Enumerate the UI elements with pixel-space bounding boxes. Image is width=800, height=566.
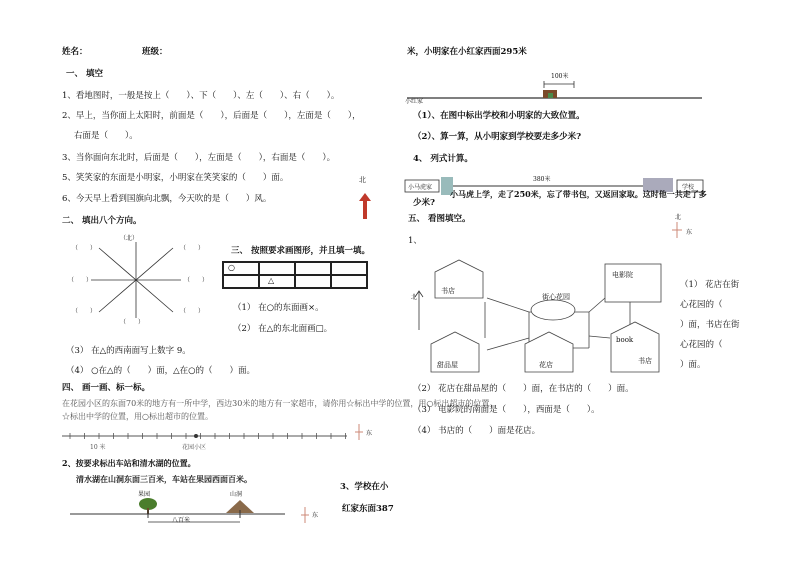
part1-q2b: 右面是（ ）。 xyxy=(74,131,138,141)
part4b-title: 4、 列式计算。 xyxy=(413,154,473,164)
garden-community-label: 花园小区 xyxy=(182,444,207,451)
compass-blank-ne: （ ） xyxy=(180,245,205,252)
cave-label: 山洞 xyxy=(230,491,243,498)
part3-q3: （3） 在△的西南面写上数字 9。 xyxy=(66,346,191,356)
compass-blank-e: （ ） xyxy=(184,277,209,284)
part4-title: 四、 画一画、标一标。 xyxy=(62,383,150,393)
part1-q5: 5、笑笑家的东面是小明家，小明家在笑笑家的（ ）面。 xyxy=(62,173,289,183)
north-arrow-icon xyxy=(414,290,424,330)
part5-title: 五、 看图填空。 xyxy=(408,214,471,224)
grid-cell xyxy=(223,275,259,288)
east-label: 东 xyxy=(686,229,693,236)
part5-q3: （3） 电影院的南面是（ ），西面是（ ）。 xyxy=(413,405,600,415)
east-label: 东 xyxy=(312,512,319,519)
bookstore-label: 书店 xyxy=(441,287,455,295)
compass-blank-se: （ ） xyxy=(180,308,205,315)
bookstore2-label: 书店 xyxy=(638,357,652,365)
part1-q2: 2、早上，当你面上太阳时，前面是（ ），后面是（ ），左面是（ ）， xyxy=(62,111,361,121)
part3-q4: （4） ○在△的（ ）面，△在○的（ ）面。 xyxy=(66,366,256,376)
xiaohong-line xyxy=(407,80,707,100)
part5-side-5: ）面。 xyxy=(680,360,706,370)
part5-sub: 1、 xyxy=(408,236,422,246)
right-q1: （1）、在图中标出学校和小明家的大致位置。 xyxy=(413,111,585,121)
part5-side-3: ）面，书店在街 xyxy=(680,320,740,330)
distance-380-label: 380米 xyxy=(533,176,551,183)
number-line xyxy=(62,429,352,443)
compass-blank-nw: （ ） xyxy=(72,245,97,252)
part4-q2: 2、按要求标出车站和清水湖的位置。 xyxy=(62,458,196,468)
part1-q6: 6、今天早上看到国旗向北飘，今天吹的是（ ）风。 xyxy=(62,194,272,204)
compass-blank-s: （ ） xyxy=(120,319,145,326)
grid-cell xyxy=(295,262,331,275)
orchard-label: 果园 xyxy=(138,491,151,498)
part4-q1-line2: ☆标出中学的位置，用○标出超市的位置。 xyxy=(62,412,213,421)
grid-cell: ○ xyxy=(223,262,259,275)
north-label: 北 xyxy=(675,214,682,221)
part3-q1: （1） 在○的东面画×。 xyxy=(233,303,324,313)
part2-title: 二、 填出八个方向。 xyxy=(62,216,142,226)
grid-cell xyxy=(259,262,295,275)
shape-grid xyxy=(222,261,368,289)
north-label: 北 xyxy=(411,294,418,301)
north-label: 北 xyxy=(359,176,366,184)
book-sign-label: book xyxy=(616,336,634,344)
flower-shop-label: 花店 xyxy=(539,361,553,369)
part4-q3-cont: 红家东面387 xyxy=(342,504,394,514)
part4b-suffix: 少米? xyxy=(413,198,435,208)
class-label: 班级： xyxy=(142,47,168,57)
grid-cell: △ xyxy=(259,275,295,288)
scale-100m-label: 100米 xyxy=(551,73,569,80)
grid-cell xyxy=(331,275,367,288)
eight-direction-compass xyxy=(91,242,181,318)
east-label: 东 xyxy=(366,430,373,437)
scale-label: 10 米 xyxy=(90,444,106,451)
part4-q1: 在花园小区的东面70米的地方有一所中学，西边30米的地方有一家超市，请你用☆标出中学的位置，用○标出超市的位置。 xyxy=(62,399,498,408)
grid-cell xyxy=(295,275,331,288)
grid-cell xyxy=(331,262,367,275)
part1-q1: 1、看地图时，一般是按上（ ）、下（ ）、左（ ）、右（ ）。 xyxy=(62,91,340,101)
right-q2: （2）、算一算，从小明家到学校要走多少米? xyxy=(413,132,582,142)
garden-label: 街心花园 xyxy=(542,293,570,301)
compass-blank-w: （ ） xyxy=(68,277,93,284)
part5-side-1: （1） 花店在街 xyxy=(680,280,740,290)
right-cont-text: 米，小明家在小红家西面295米 xyxy=(407,47,527,57)
part5-side-4: 心花园的（ xyxy=(680,340,723,350)
compass-top-label: （北） xyxy=(120,235,139,242)
part5-q2: （2） 花店在甜品屋的（ ）面，在书店的（ ）面。 xyxy=(413,384,634,394)
compass-cross-icon xyxy=(672,220,686,240)
cinema-label: 电影院 xyxy=(612,271,633,279)
part1-q3: 3、当你面向东北时，后面是（ ），左面是（ ），右面是（ ）。 xyxy=(62,153,336,163)
part5-q4: （4） 书店的（ ）面是花店。 xyxy=(413,426,541,436)
xiaomahu-home-label: 小马虎家 xyxy=(408,184,433,191)
part4-q3: 3、学校在小 xyxy=(340,482,389,492)
part4b-body: 小马虎上学，走了250米，忘了带书包，又返回家取。这时他一共走了多 xyxy=(450,189,707,199)
compass-blank-sw: （ ） xyxy=(72,308,97,315)
dessert-house-label: 甜品屋 xyxy=(437,361,458,369)
part1-title: 一、 填空 xyxy=(66,69,103,79)
part4-q2-text: 清水湖在山洞东面三百米，车站在果园西面百米。 xyxy=(76,474,252,484)
part5-side-2: 心花园的（ xyxy=(680,300,723,310)
distance-label: 八百米 xyxy=(172,517,191,524)
name-label: 姓名： xyxy=(62,47,88,57)
part3-q2: （2） 在△的东北面画□。 xyxy=(233,324,333,334)
school-label: 学校 xyxy=(682,184,695,191)
north-arrow-icon xyxy=(358,193,372,219)
xiaohong-label: 小红家 xyxy=(405,98,424,105)
part3-title: 三、 按照要求画图形，并且填一填。 xyxy=(231,246,370,256)
